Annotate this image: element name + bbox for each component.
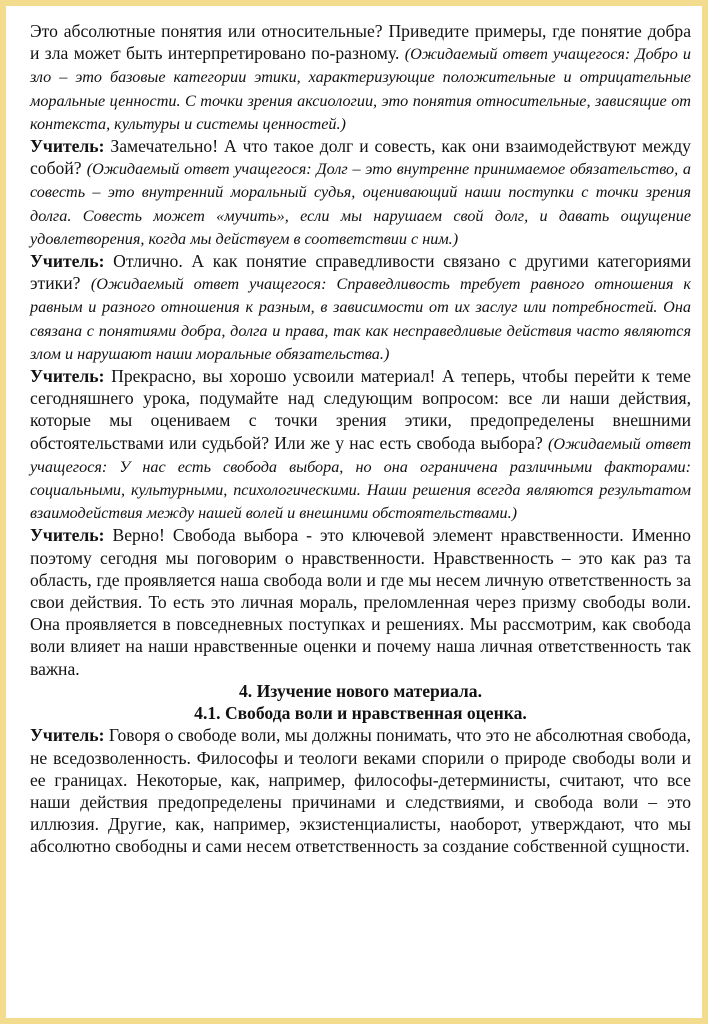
subsection-heading: 4.1. Свобода воли и нравственная оценка. bbox=[194, 703, 527, 724]
paragraph-text: Прекрасно, вы хорошо усвоили материал! А теперь, чтобы перейти к теме сегодняшнего урока, подумайте над следующим вопросом: все ли наши действия, которые мы оцениваем с точки зрения этики, предопределены внешними обстоятельствами или судьбой? Или же у нас есть свобода выбора? bbox=[30, 366, 691, 453]
paragraph-6 bbox=[30, 724, 691, 857]
expected-answer: (Ожидаемый ответ учащегося: Долг – это внутренне принимаемое обязательство, а совесть – это внутренний моральный судья, оценивающий наши поступки с точки зрения долга. Совесть может «мучить», если мы нарушаем свой долг, и давать ощущение удовлетворения, когда мы действуем в соответствии с ним.) bbox=[30, 160, 691, 248]
paragraph-2 bbox=[30, 135, 691, 250]
paragraph-4 bbox=[30, 365, 691, 524]
paragraph-1 bbox=[30, 20, 691, 135]
paragraph-text: Отлично. А как понятие справедливости связано с другими категориями этики? bbox=[30, 251, 691, 294]
document-text bbox=[30, 20, 691, 858]
section-heading: 4. Изучение нового материала. bbox=[238, 680, 482, 701]
speaker-label: Учитель: bbox=[30, 366, 105, 387]
expected-answer: (Ожидаемый ответ учащегося: У нас есть свобода выбора, но она ограничена различными факторами: социальными, культурными, психологическими. Наши решения всегда являются результатом взаимодействия между нашей волей и внешними обстоятельствами.) bbox=[30, 434, 692, 523]
speaker-label: Учитель: bbox=[30, 725, 105, 746]
paragraph-5 bbox=[30, 524, 691, 679]
expected-answer: (Ожидаемый ответ учащегося: Справедливость требует равного отношения к равным и разного отношения к разным, в зависимости от их заслуг или потребностей. Она связана с понятиями добра, долга и права, так как несправедливые действия часто являются злом и нарушают наши моральные обязательства.) bbox=[30, 275, 691, 363]
expected-answer: (Ожидаемый ответ учащегося: Добро и зло – это базовые категории этики, характеризующие положительные и отрицательные моральные ценности. С точки зрения аксиологии, это понятия относительные, зависящие от контекста, культуры и системы ценностей.) bbox=[30, 45, 691, 133]
paragraph-3 bbox=[30, 250, 691, 365]
speaker-label: Учитель: bbox=[30, 525, 105, 546]
paragraph-text: Это абсолютные понятия или относительные? Приведите примеры, где понятие добра и зла может быть интерпретировано по-разному. bbox=[30, 21, 691, 64]
paragraph-text: Замечательно! А что такое долг и совесть, как они взаимодействуют между собой? bbox=[30, 136, 691, 179]
paragraph-text: Верно! Свобода выбора - это ключевой элемент нравственности. Именно поэтому сегодня мы поговорим о нравственности. Нравственность – это как раз та область, где проявляется наша свобода воли и где мы несем личную ответственность за свои действия. То есть это личная мораль, преломленная через призму свободы воли. Она проявляется в повседневных поступках и решениях. Мы рассмотрим, как свобода воли влияет на наши нравственные оценки и почему наша личная ответственность так важна. bbox=[30, 525, 691, 679]
speaker-label: Учитель: bbox=[30, 136, 105, 157]
speaker-label: Учитель: bbox=[30, 251, 105, 272]
paragraph-text: Говоря о свободе воли, мы должны понимать, что это не абсолютная свобода, не вседозволенность. Философы и теологи веками спорили о природе свободы воли и ее границах. Некоторые, как, например, философы-детерминисты, считают, что все наши действия предопределены причинами и следствиями, и свобода воли – это иллюзия. Другие, как, например, экзистенциалисты, наоборот, утверждают, что мы абсолютно свободны и сами несем ответственность за создание собственной сущности. bbox=[30, 725, 691, 857]
